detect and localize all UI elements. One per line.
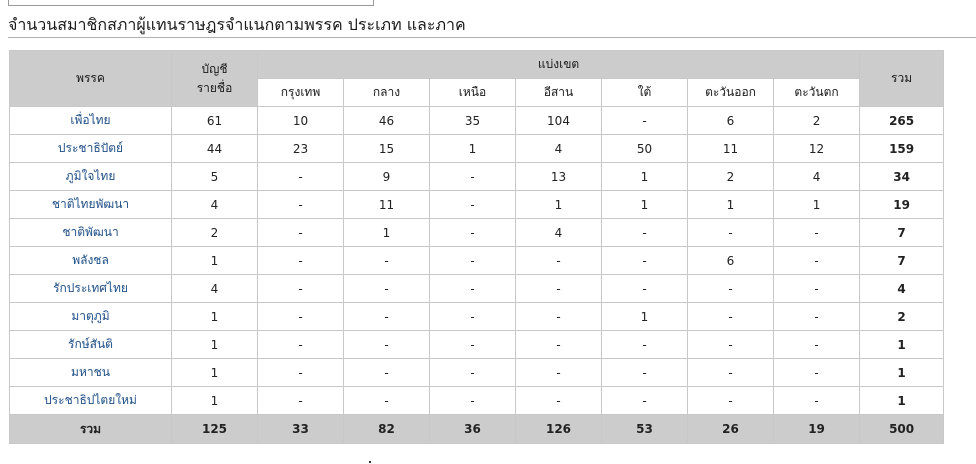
region-count: -	[344, 387, 430, 415]
party-list-count: 2	[172, 219, 258, 247]
party-list-count: 61	[172, 107, 258, 135]
row-total: 265	[860, 107, 944, 135]
header-district-group: แบ่งเขต	[258, 51, 860, 79]
region-count: -	[688, 331, 774, 359]
region-count: -	[774, 247, 860, 275]
table-row	[10, 163, 944, 191]
table-row	[10, 219, 944, 247]
party-name-link[interactable]: รักษ์สันติ	[10, 331, 172, 359]
region-count: 6	[688, 107, 774, 135]
table-row	[10, 191, 944, 219]
party-name-link[interactable]: ชาติพัฒนา	[10, 219, 172, 247]
region-count: -	[430, 303, 516, 331]
party-name-link[interactable]: ภูมิใจไทย	[10, 163, 172, 191]
region-count: -	[430, 387, 516, 415]
region-count: 23	[258, 135, 344, 163]
region-count: -	[602, 247, 688, 275]
header-region: เหนือ	[430, 79, 516, 107]
region-count: -	[430, 331, 516, 359]
region-count: -	[602, 387, 688, 415]
party-name-link[interactable]: พลังชล	[10, 247, 172, 275]
region-count: 2	[774, 107, 860, 135]
region-count: 1	[430, 135, 516, 163]
region-count: 1	[602, 303, 688, 331]
footer-label: รวม	[10, 415, 172, 444]
region-count: 4	[774, 163, 860, 191]
footer-region-total: 33	[258, 415, 344, 444]
header-total: รวม	[860, 51, 944, 107]
region-count: -	[516, 275, 602, 303]
page-title: จำนวนสมาชิกสภาผู้แทนราษฎรจำแนกตามพรรค ประเภท และภาค	[8, 14, 976, 38]
party-seats-table	[9, 50, 944, 444]
region-count: -	[258, 219, 344, 247]
region-count: -	[430, 219, 516, 247]
region-count: -	[774, 275, 860, 303]
table-row	[10, 331, 944, 359]
party-name-link[interactable]: ประชาธิปไตยใหม่	[10, 387, 172, 415]
region-count: -	[516, 359, 602, 387]
party-list-count: 1	[172, 303, 258, 331]
party-name-link[interactable]: เพื่อไทย	[10, 107, 172, 135]
top-input-box[interactable]	[8, 0, 374, 6]
region-count: 9	[344, 163, 430, 191]
party-list-count: 5	[172, 163, 258, 191]
footer-list-total: 125	[172, 415, 258, 444]
header-region: กรุงเทพ	[258, 79, 344, 107]
header-region: อีสาน	[516, 79, 602, 107]
table-row	[10, 275, 944, 303]
footer-region-total: 53	[602, 415, 688, 444]
region-count: -	[430, 359, 516, 387]
row-total: 19	[860, 191, 944, 219]
row-total: 7	[860, 247, 944, 275]
region-count: 1	[344, 219, 430, 247]
row-total: 1	[860, 359, 944, 387]
party-list-count: 4	[172, 275, 258, 303]
region-count: 4	[516, 219, 602, 247]
header-party: พรรค	[10, 51, 172, 107]
region-count: -	[344, 247, 430, 275]
region-count: 12	[774, 135, 860, 163]
region-count: 4	[516, 135, 602, 163]
row-total: 4	[860, 275, 944, 303]
region-count: -	[774, 219, 860, 247]
region-count: -	[516, 247, 602, 275]
region-count: 11	[688, 135, 774, 163]
region-count: -	[516, 387, 602, 415]
region-count: -	[344, 359, 430, 387]
region-count: -	[602, 219, 688, 247]
region-count: 1	[774, 191, 860, 219]
footer-grand-total: 500	[860, 415, 944, 444]
party-list-count: 1	[172, 247, 258, 275]
region-count: -	[688, 359, 774, 387]
footer-region-total: 36	[430, 415, 516, 444]
region-count: 104	[516, 107, 602, 135]
region-count: 46	[344, 107, 430, 135]
region-count: 1	[516, 191, 602, 219]
region-count: -	[688, 219, 774, 247]
party-name-link[interactable]: ชาติไทยพัฒนา	[10, 191, 172, 219]
party-list-count: 44	[172, 135, 258, 163]
row-total: 7	[860, 219, 944, 247]
region-count: -	[430, 163, 516, 191]
footer-region-total: 82	[344, 415, 430, 444]
region-count: -	[688, 387, 774, 415]
party-list-count: 1	[172, 387, 258, 415]
region-count: -	[602, 359, 688, 387]
party-list-count: 4	[172, 191, 258, 219]
region-count: -	[516, 331, 602, 359]
region-count: -	[774, 359, 860, 387]
region-count: -	[258, 331, 344, 359]
region-count: 11	[344, 191, 430, 219]
region-count: -	[344, 303, 430, 331]
party-list-count: 1	[172, 331, 258, 359]
region-count: -	[344, 275, 430, 303]
table-row	[10, 387, 944, 415]
region-count: 13	[516, 163, 602, 191]
region-count: -	[258, 163, 344, 191]
region-count: -	[602, 331, 688, 359]
region-count: -	[344, 331, 430, 359]
footer-region-total: 26	[688, 415, 774, 444]
row-total: 1	[860, 331, 944, 359]
region-count: 2	[688, 163, 774, 191]
row-total: 2	[860, 303, 944, 331]
party-name-link[interactable]: มาตุภูมิ	[10, 303, 172, 331]
header-region: กลาง	[344, 79, 430, 107]
region-count: -	[258, 359, 344, 387]
region-count: 15	[344, 135, 430, 163]
region-count: -	[602, 275, 688, 303]
footer-region-total: 126	[516, 415, 602, 444]
header-party-list-line2: รายชื่อ	[196, 80, 233, 95]
region-count: -	[602, 107, 688, 135]
region-count: -	[688, 303, 774, 331]
region-count: -	[258, 191, 344, 219]
region-count: 6	[688, 247, 774, 275]
region-count: -	[774, 387, 860, 415]
region-count: 35	[430, 107, 516, 135]
row-total: 34	[860, 163, 944, 191]
table-row	[10, 303, 944, 331]
region-count: 10	[258, 107, 344, 135]
region-count: -	[258, 387, 344, 415]
region-count: -	[258, 275, 344, 303]
header-region: ตะวันตก	[774, 79, 860, 107]
region-count: -	[516, 303, 602, 331]
party-list-count: 1	[172, 359, 258, 387]
header-party-list-line1: บัญชี	[201, 61, 228, 76]
table-row	[10, 247, 944, 275]
party-name-link[interactable]: มหาชน	[10, 359, 172, 387]
header-region: ตะวันออก	[688, 79, 774, 107]
header-region: ใต้	[602, 79, 688, 107]
footer-region-total: 19	[774, 415, 860, 444]
table-footer-row	[10, 415, 944, 444]
region-count: 1	[688, 191, 774, 219]
table-row	[10, 107, 944, 135]
region-count: -	[430, 247, 516, 275]
region-count: 50	[602, 135, 688, 163]
header-party-list	[172, 51, 258, 107]
party-name-link[interactable]: รักประเทศไทย	[10, 275, 172, 303]
region-count: -	[774, 331, 860, 359]
party-name-link[interactable]: ประชาธิปัตย์	[10, 135, 172, 163]
region-count: -	[258, 247, 344, 275]
region-count: 1	[602, 191, 688, 219]
stray-dot	[369, 461, 371, 463]
region-count: -	[430, 275, 516, 303]
region-count: -	[688, 275, 774, 303]
table-row	[10, 135, 944, 163]
region-count: -	[774, 303, 860, 331]
row-total: 1	[860, 387, 944, 415]
row-total: 159	[860, 135, 944, 163]
region-count: -	[258, 303, 344, 331]
region-count: -	[430, 191, 516, 219]
region-count: 1	[602, 163, 688, 191]
table-row	[10, 359, 944, 387]
